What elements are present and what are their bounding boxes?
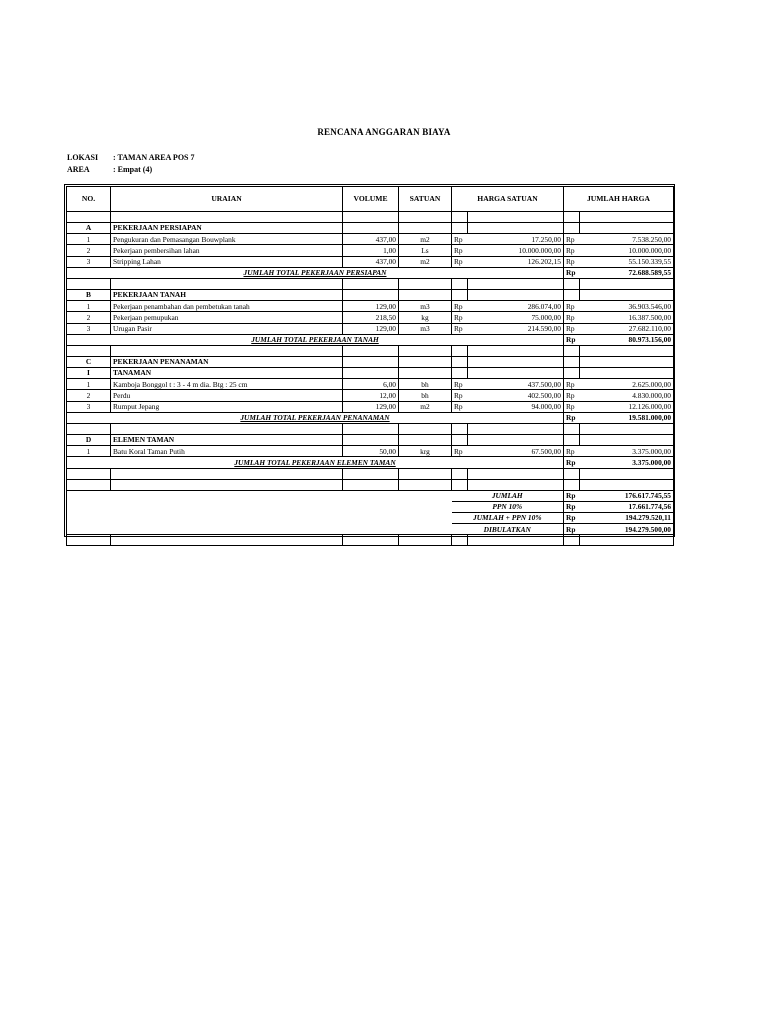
empty-cell: [468, 278, 564, 289]
summary-spacer: [67, 512, 452, 523]
empty-cell: [399, 468, 452, 479]
empty-cell: [564, 278, 580, 289]
empty-cell: [111, 424, 343, 435]
currency-label: Rp: [564, 245, 580, 256]
empty-cell: [399, 435, 452, 446]
item-unit-price: 75.000,00: [468, 312, 564, 323]
item-volume: 129,00: [343, 323, 399, 334]
item-row: [67, 312, 674, 323]
currency-label: Rp: [564, 401, 580, 412]
section-total-row: [67, 412, 674, 423]
item-row: [67, 379, 674, 390]
empty-cell: [343, 212, 399, 223]
section-code: D: [67, 435, 111, 446]
currency-label: Rp: [564, 446, 580, 457]
item-unit: bh: [399, 390, 452, 401]
item-no: 2: [67, 312, 111, 323]
summary-spacer: [67, 490, 452, 501]
currency-label: Rp: [452, 390, 468, 401]
blank-row: [67, 479, 674, 490]
item-description: Pekerjaan penambahan dan pembetukan tanah: [111, 301, 343, 312]
summary-value: 194.279.520,11: [580, 512, 674, 523]
currency-label: Rp: [564, 267, 580, 278]
empty-cell: [580, 468, 674, 479]
currency-label: Rp: [564, 379, 580, 390]
empty-cell: [452, 468, 468, 479]
empty-cell: [111, 468, 343, 479]
currency-label: Rp: [452, 245, 468, 256]
section-total-value: 80.973.156,00: [580, 334, 674, 345]
item-unit: Ls: [399, 245, 452, 256]
item-row: [67, 401, 674, 412]
blank-row: [67, 535, 674, 546]
section-total-label: JUMLAH TOTAL PEKERJAAN TANAH: [67, 334, 564, 345]
currency-label: Rp: [564, 256, 580, 267]
item-description: Batu Koral Taman Putih: [111, 446, 343, 457]
currency-label: Rp: [564, 501, 580, 512]
empty-cell: [468, 212, 564, 223]
item-unit-price: 437.500,00: [468, 379, 564, 390]
item-description: Pekerjaan pembersihan lahan: [111, 245, 343, 256]
section-name: ELEMEN TAMAN: [111, 435, 343, 446]
item-row: [67, 245, 674, 256]
empty-cell: [564, 289, 580, 300]
item-description: Rumput Jepang: [111, 401, 343, 412]
item-no: 3: [67, 256, 111, 267]
empty-cell: [452, 368, 468, 379]
empty-cell: [580, 345, 674, 356]
blank-row: [67, 212, 674, 223]
empty-cell: [452, 356, 468, 367]
item-description: Stripping Lahan: [111, 256, 343, 267]
empty-cell: [564, 345, 580, 356]
item-volume: 218,50: [343, 312, 399, 323]
empty-cell: [452, 424, 468, 435]
item-total: 3.375.000,00: [580, 446, 674, 457]
item-unit-price: 67.500,00: [468, 446, 564, 457]
currency-label: Rp: [564, 234, 580, 245]
section-total-label: JUMLAH TOTAL PEKERJAAN PERSIAPAN: [67, 267, 564, 278]
item-no: 2: [67, 245, 111, 256]
empty-cell: [343, 479, 399, 490]
item-description: Perdu: [111, 390, 343, 401]
empty-cell: [343, 368, 399, 379]
item-total: 36.903.546,00: [580, 301, 674, 312]
empty-cell: [468, 424, 564, 435]
item-no: 3: [67, 323, 111, 334]
section-row: [67, 289, 674, 300]
empty-cell: [343, 223, 399, 234]
empty-cell: [580, 535, 674, 546]
empty-cell: [399, 479, 452, 490]
summary-row: [67, 501, 674, 512]
empty-cell: [580, 212, 674, 223]
header-uraian: URAIAN: [111, 187, 343, 212]
summary-row: [67, 524, 674, 535]
summary-row: [67, 490, 674, 501]
item-unit-price: 402.500,00: [468, 390, 564, 401]
item-unit-price: 94.000,00: [468, 401, 564, 412]
item-unit: m3: [399, 323, 452, 334]
empty-cell: [399, 535, 452, 546]
empty-cell: [67, 468, 111, 479]
empty-cell: [399, 356, 452, 367]
area-line: [67, 165, 152, 174]
section-total-row: [67, 457, 674, 468]
empty-cell: [67, 345, 111, 356]
section-code: A: [67, 223, 111, 234]
header-volume: VOLUME: [343, 187, 399, 212]
item-row: [67, 301, 674, 312]
blank-row: [67, 278, 674, 289]
item-volume: 129,00: [343, 301, 399, 312]
currency-label: Rp: [452, 323, 468, 334]
currency-label: Rp: [564, 312, 580, 323]
summary-label: JUMLAH: [452, 490, 564, 501]
section-name: PEKERJAAN TANAH: [111, 289, 343, 300]
item-total: 27.682.110,00: [580, 323, 674, 334]
empty-cell: [343, 345, 399, 356]
item-unit: bh: [399, 379, 452, 390]
currency-label: Rp: [564, 512, 580, 523]
empty-cell: [343, 356, 399, 367]
empty-cell: [399, 424, 452, 435]
item-volume: 1,00: [343, 245, 399, 256]
empty-cell: [564, 212, 580, 223]
blank-row: [67, 424, 674, 435]
currency-label: Rp: [564, 524, 580, 535]
summary-row: [67, 512, 674, 523]
item-volume: 12,00: [343, 390, 399, 401]
empty-cell: [399, 212, 452, 223]
empty-cell: [452, 289, 468, 300]
empty-cell: [580, 278, 674, 289]
item-unit: krg: [399, 446, 452, 457]
area-value: : Empat (4): [113, 165, 153, 174]
currency-label: Rp: [452, 401, 468, 412]
section-total-label: JUMLAH TOTAL PEKERJAAN PENANAMAN: [67, 412, 564, 423]
section-row: [67, 435, 674, 446]
empty-cell: [468, 289, 564, 300]
empty-cell: [468, 468, 564, 479]
item-description: Urugan Pasir: [111, 323, 343, 334]
item-description: Pengukuran dan Pemasangan Bouwplank: [111, 234, 343, 245]
empty-cell: [343, 424, 399, 435]
currency-label: Rp: [564, 334, 580, 345]
empty-cell: [564, 368, 580, 379]
empty-cell: [564, 424, 580, 435]
item-total: 7.538.250,00: [580, 234, 674, 245]
empty-cell: [580, 223, 674, 234]
item-row: [67, 446, 674, 457]
header-row: [67, 187, 674, 212]
item-volume: 437,00: [343, 256, 399, 267]
currency-label: Rp: [452, 234, 468, 245]
item-total: 55.150.339,55: [580, 256, 674, 267]
item-total: 16.387.500,00: [580, 312, 674, 323]
summary-label: DIBULATKAN: [452, 524, 564, 535]
empty-cell: [468, 479, 564, 490]
item-row: [67, 323, 674, 334]
item-volume: 129,00: [343, 401, 399, 412]
item-unit-price: 214.590,00: [468, 323, 564, 334]
item-no: 1: [67, 379, 111, 390]
currency-label: Rp: [564, 301, 580, 312]
blank-row: [67, 345, 674, 356]
empty-cell: [452, 212, 468, 223]
currency-label: Rp: [452, 312, 468, 323]
empty-cell: [67, 479, 111, 490]
area-label: AREA: [67, 165, 90, 174]
item-total: 2.625.000,00: [580, 379, 674, 390]
header-jumlah-harga: JUMLAH HARGA: [564, 187, 674, 212]
empty-cell: [564, 468, 580, 479]
currency-label: Rp: [564, 490, 580, 501]
empty-cell: [468, 535, 564, 546]
location-label: LOKASI: [67, 153, 99, 162]
summary-spacer: [67, 501, 452, 512]
item-total: 12.126.000,00: [580, 401, 674, 412]
empty-cell: [399, 289, 452, 300]
empty-cell: [564, 356, 580, 367]
item-unit-price: 126.202,15: [468, 256, 564, 267]
item-unit: m2: [399, 401, 452, 412]
section-total-value: 3.375.000,00: [580, 457, 674, 468]
empty-cell: [343, 535, 399, 546]
item-volume: 437,00: [343, 234, 399, 245]
empty-cell: [468, 356, 564, 367]
item-unit-price: 286.074,00: [468, 301, 564, 312]
budget-table: [66, 186, 674, 546]
empty-cell: [564, 223, 580, 234]
summary-label: JUMLAH + PPN 10%: [452, 512, 564, 523]
section-total-label: JUMLAH TOTAL PEKERJAAN ELEMEN TAMAN: [67, 457, 564, 468]
item-no: 3: [67, 401, 111, 412]
currency-label: Rp: [564, 457, 580, 468]
empty-cell: [580, 479, 674, 490]
empty-cell: [580, 435, 674, 446]
empty-cell: [399, 345, 452, 356]
currency-label: Rp: [564, 323, 580, 334]
summary-value: 17.661.774,56: [580, 501, 674, 512]
section-total-value: 19.581.000,00: [580, 412, 674, 423]
item-description: Kamboja Bonggol t : 3 - 4 m dia. Btg : 25 cm: [111, 379, 343, 390]
empty-cell: [67, 212, 111, 223]
document-title: RENCANA ANGGARAN BIAYA: [317, 127, 451, 137]
item-unit-price: 17.250,00: [468, 234, 564, 245]
empty-cell: [468, 435, 564, 446]
currency-label: Rp: [452, 256, 468, 267]
empty-cell: [399, 278, 452, 289]
item-row: [67, 390, 674, 401]
item-unit: kg: [399, 312, 452, 323]
empty-cell: [67, 278, 111, 289]
currency-label: Rp: [452, 446, 468, 457]
section-name: PEKERJAAN PERSIAPAN: [111, 223, 343, 234]
currency-label: Rp: [564, 390, 580, 401]
empty-cell: [399, 368, 452, 379]
empty-cell: [343, 468, 399, 479]
section-code: C: [67, 356, 111, 367]
location-value: : TAMAN AREA POS 7: [113, 153, 195, 162]
blank-row: [67, 468, 674, 479]
empty-cell: [564, 479, 580, 490]
section-total-value: 72.688.589,55: [580, 267, 674, 278]
currency-label: Rp: [452, 301, 468, 312]
item-row: [67, 234, 674, 245]
item-no: 2: [67, 390, 111, 401]
currency-label: Rp: [564, 412, 580, 423]
item-no: 1: [67, 301, 111, 312]
empty-cell: [452, 479, 468, 490]
empty-cell: [399, 223, 452, 234]
empty-cell: [468, 223, 564, 234]
item-no: 1: [67, 446, 111, 457]
header-no: NO.: [67, 187, 111, 212]
empty-cell: [468, 368, 564, 379]
item-unit: m2: [399, 234, 452, 245]
item-unit: m3: [399, 301, 452, 312]
item-volume: 50,00: [343, 446, 399, 457]
section-row: [67, 223, 674, 234]
empty-cell: [343, 278, 399, 289]
subsection-code: I: [67, 368, 111, 379]
summary-value: 176.617.745,55: [580, 490, 674, 501]
item-description: Pekerjaan pemupukan: [111, 312, 343, 323]
section-total-row: [67, 334, 674, 345]
section-total-row: [67, 267, 674, 278]
empty-cell: [580, 368, 674, 379]
empty-cell: [452, 345, 468, 356]
summary-value: 194.279.500,00: [580, 524, 674, 535]
empty-cell: [580, 424, 674, 435]
item-unit: m2: [399, 256, 452, 267]
section-code: B: [67, 289, 111, 300]
currency-label: Rp: [452, 379, 468, 390]
empty-cell: [343, 435, 399, 446]
empty-cell: [452, 278, 468, 289]
item-no: 1: [67, 234, 111, 245]
empty-cell: [452, 223, 468, 234]
empty-cell: [564, 535, 580, 546]
item-volume: 6,00: [343, 379, 399, 390]
empty-cell: [468, 345, 564, 356]
empty-cell: [564, 435, 580, 446]
summary-label: PPN 10%: [452, 501, 564, 512]
item-row: [67, 256, 674, 267]
section-row: [67, 356, 674, 367]
header-harga-satuan: HARGA SATUAN: [452, 187, 564, 212]
empty-cell: [343, 289, 399, 300]
subsection-row: [67, 368, 674, 379]
location-line: [67, 153, 195, 162]
empty-cell: [111, 212, 343, 223]
section-name: PEKERJAAN PENANAMAN: [111, 356, 343, 367]
empty-cell: [452, 535, 468, 546]
item-unit-price: 10.000.000,00: [468, 245, 564, 256]
item-total: 10.000.000,00: [580, 245, 674, 256]
empty-cell: [67, 535, 111, 546]
empty-cell: [111, 479, 343, 490]
header-satuan: SATUAN: [399, 187, 452, 212]
empty-cell: [580, 289, 674, 300]
empty-cell: [111, 535, 343, 546]
summary-spacer: [67, 524, 452, 535]
empty-cell: [111, 345, 343, 356]
item-total: 4.830.000,00: [580, 390, 674, 401]
empty-cell: [111, 278, 343, 289]
subsection-name: TANAMAN: [111, 368, 343, 379]
empty-cell: [580, 356, 674, 367]
empty-cell: [67, 424, 111, 435]
empty-cell: [452, 435, 468, 446]
